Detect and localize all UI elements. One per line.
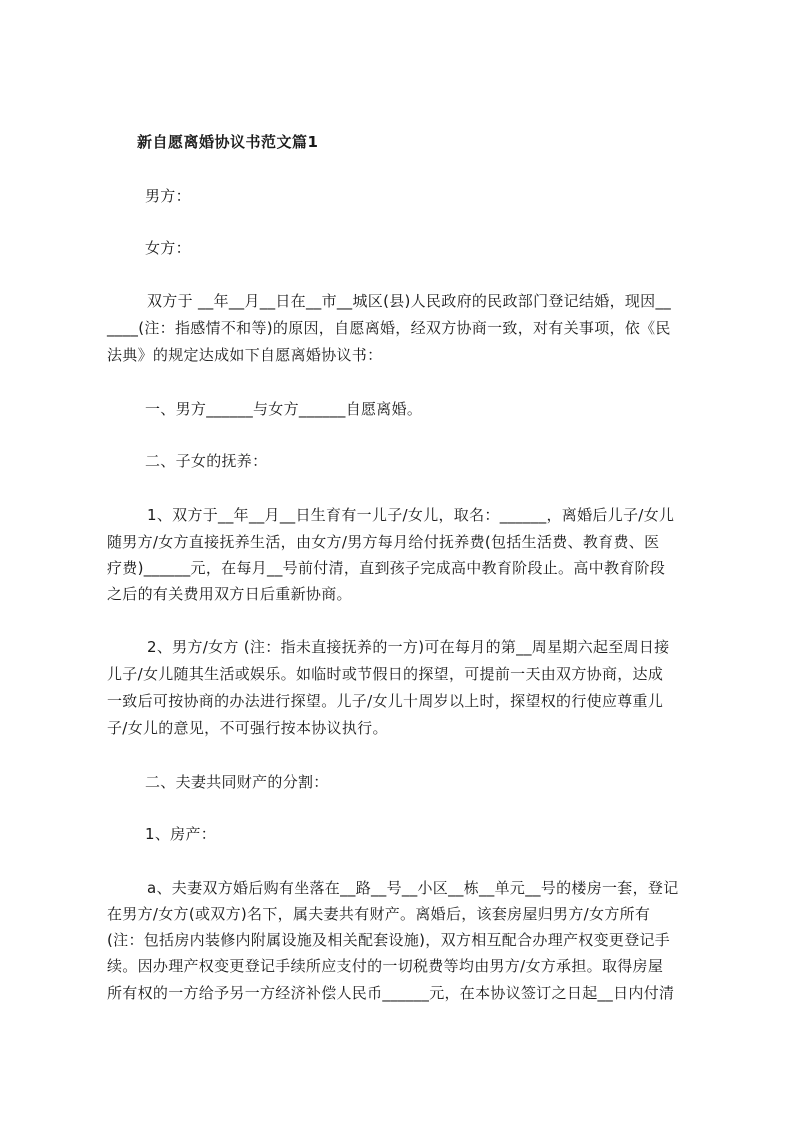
paragraph-line: 1、双方于__年__月__日生育有一儿子/女儿，取名：______，离婚后儿子/女儿: [147, 506, 675, 524]
subsection-heading: 1、房产：: [145, 825, 217, 843]
paragraph-line: 子/女儿的意见，不可强行按本协议执行。: [107, 719, 388, 737]
husband-label: 男方：: [145, 187, 191, 205]
paragraph-line: 所有权的一方给予另一方经济补偿人民币______元，在本协议签订之日起__日内付清: [107, 984, 675, 1002]
paragraph-line: 续。因办理产权变更登记手续所应支付的一切税费等均由男方/女方承担。取得房屋: [107, 957, 664, 975]
paragraph-line: 疗费)______元，在每月__号前付清，直到孩子完成高中教育阶段止。高中教育阶段: [107, 559, 666, 577]
section-heading: 二、子女的抚养：: [145, 452, 268, 470]
paragraph-line: 在男方/女方(或双方)名下，属夫妻共有财产。离婚后，该套房屋归男方/女方所有: [107, 905, 651, 923]
section-heading: 一、男方______与女方______自愿离婚。: [145, 400, 423, 418]
intro-line: 双方于 __年__月__日在__市__城区(县)人民政府的民政部门登记结婚，现因__: [147, 292, 672, 310]
section-heading: 二、夫妻共同财产的分割：: [145, 773, 329, 791]
paragraph-line: a、夫妻双方婚后购有坐落在__路__号__小区__栋__单元__号的楼房一套，登记: [147, 879, 679, 897]
paragraph-line: 儿子/女儿随其生活或娱乐。如临时或节假日的探望，可提前一天由双方协商，达成: [107, 665, 664, 683]
wife-label: 女方：: [145, 239, 191, 257]
paragraph-line: (注：包括房内装修内附属设施及相关配套设施)，双方相互配合办理产权变更登记手: [107, 931, 671, 949]
intro-line: 法典》的规定达成如下自愿离婚协议书：: [107, 346, 383, 364]
document-title: 新自愿离婚协议书范文篇1: [137, 133, 319, 151]
paragraph-line: 随男方/女方直接抚养生活，由女方/男方每月给付抚养费(包括生活费、教育费、医: [107, 533, 660, 551]
paragraph-line: 之后的有关费用双方日后重新协商。: [107, 585, 352, 603]
paragraph-line: 2、男方/女方 (注：指未直接抚养的一方)可在每月的第__周星期六起至周日接: [147, 638, 670, 656]
intro-line: ____(注：指感情不和等)的原因，自愿离婚，经双方协商一致，对有关事项，依《民: [107, 319, 671, 337]
paragraph-line: 一致后可按协商的办法进行探望。儿子/女儿十周岁以上时，探望权的行使应尊重儿: [107, 692, 664, 710]
